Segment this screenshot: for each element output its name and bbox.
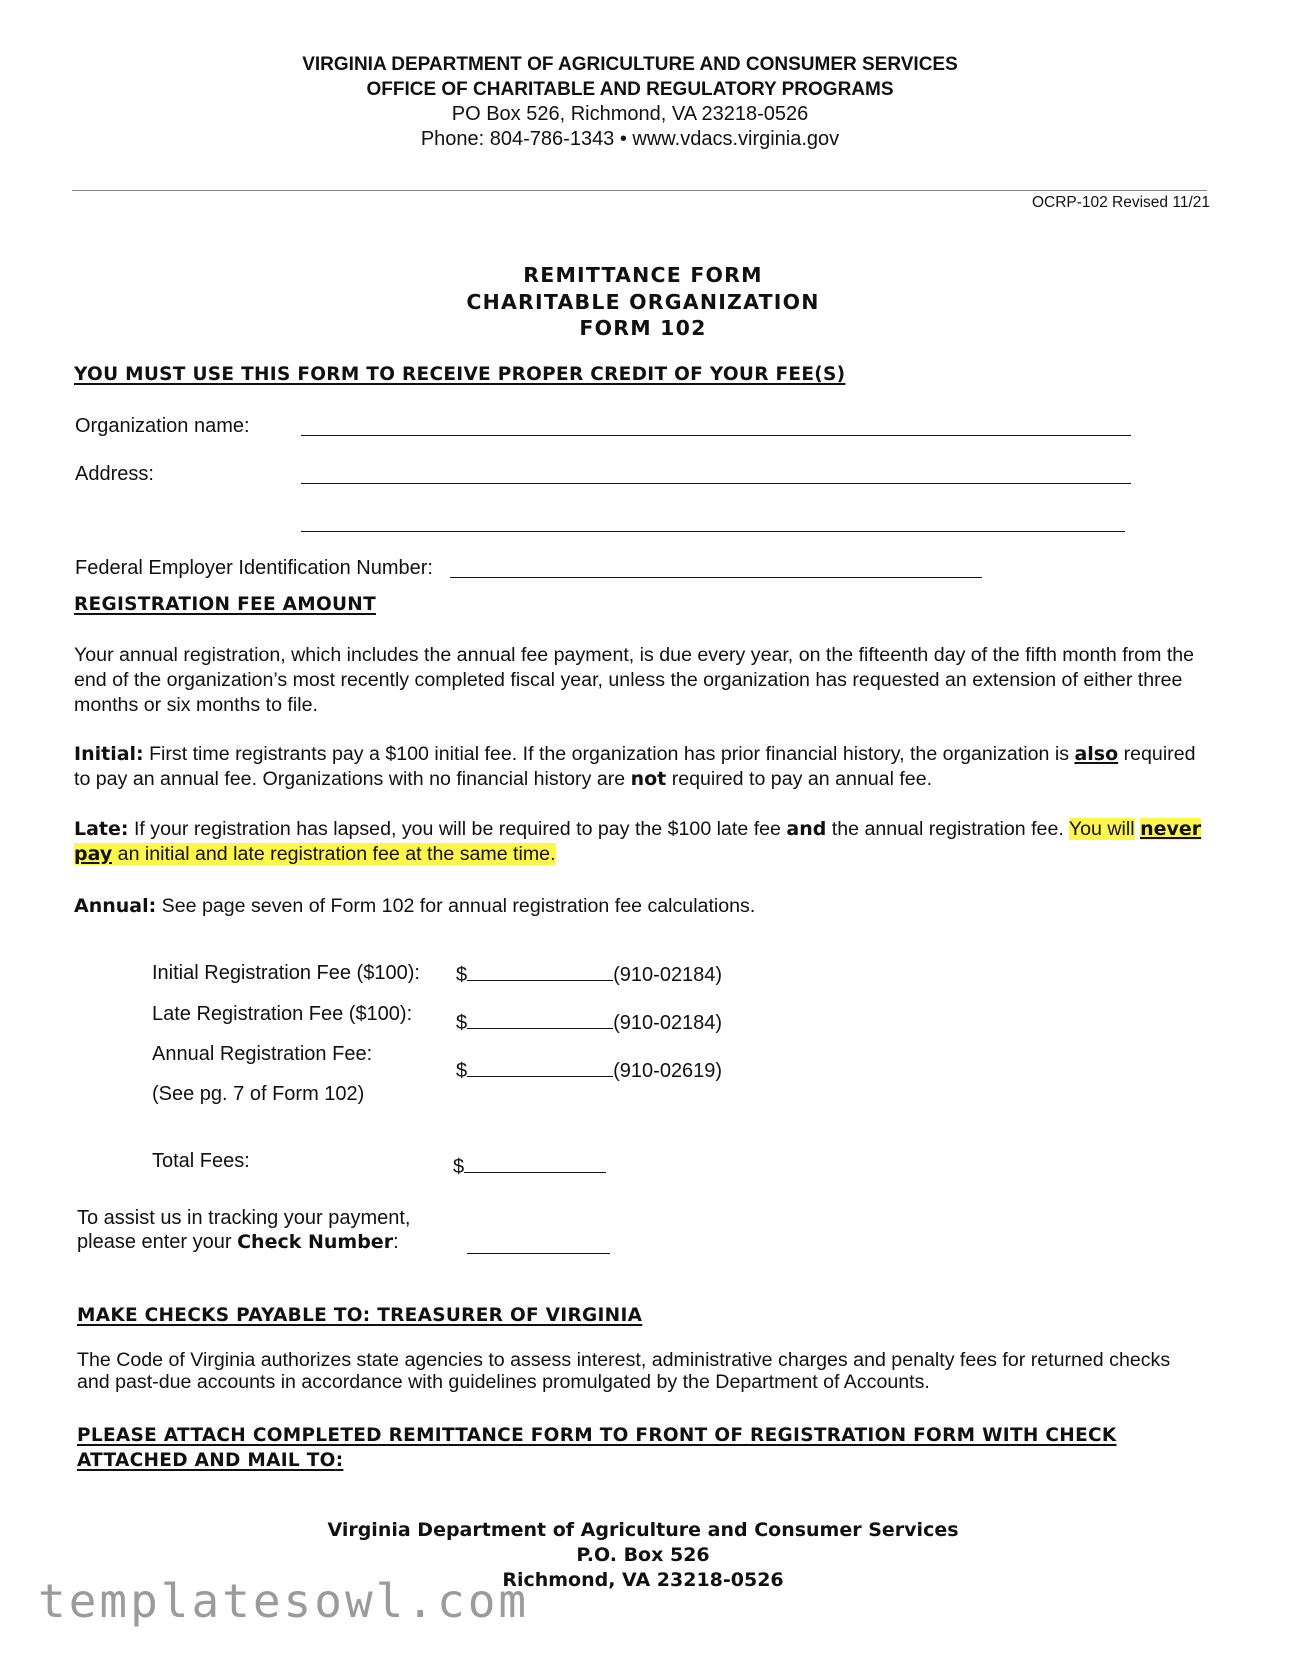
form-title-line2: CHARITABLE ORGANIZATION (466, 289, 820, 314)
annual-paragraph (74, 894, 1214, 919)
mailing-address-line1: Virginia Department of Agriculture and Consumer Services (327, 1519, 959, 1541)
header-rule (72, 190, 1207, 191)
initial-text-c: required to pay an annual fee. (666, 768, 933, 790)
check-number-field[interactable] (467, 1253, 610, 1254)
office-address: PO Box 526, Richmond, VA 23218-0526 (451, 103, 809, 125)
attach-line1: PLEASE ATTACH COMPLETED REMITTANCE FORM TO FRONT OF REGISTRATION FORM WITH CHECK (77, 1425, 1117, 1446)
registration-intro: Your annual registration, which includes the annual fee payment, is due every year, on the fifteenth day of the fifth month from the end of the organization’s most recently completed fiscal year, unless the organization has requested an extension of either three months or six months to file. (74, 644, 1195, 716)
attach-colon: : (335, 1450, 344, 1471)
annual-fee-note: (See pg. 7 of Form 102) (152, 1083, 365, 1105)
org-name-label: Organization name: (75, 415, 250, 437)
currency-symbol: $ (453, 1156, 465, 1178)
late-fee-entry[interactable] (456, 1010, 722, 1035)
late-text-b: the annual registration fee. (826, 818, 1069, 840)
initial-fee-entry[interactable] (456, 962, 722, 987)
late-and: and (786, 818, 827, 840)
total-fees-label: Total Fees: (152, 1150, 250, 1172)
currency-symbol: $ (456, 964, 468, 986)
late-fee-label: Late Registration Fee ($100): (152, 1003, 413, 1025)
notice-heading: YOU MUST USE THIS FORM TO RECEIVE PROPER CREDIT OF YOUR FEE(S) (74, 364, 846, 385)
late-highlight-b: an initial and late registration fee at the same time. (112, 843, 556, 865)
initial-not: not (630, 768, 667, 790)
annual-fee-field[interactable] (467, 1058, 613, 1077)
annual-text: See page seven of Form 102 for annual registration fee calculations. (156, 895, 756, 917)
registration-heading: REGISTRATION FEE AMOUNT (74, 594, 377, 615)
attach-line2-text: ATTACHED AND MAIL TO (77, 1450, 336, 1471)
currency-symbol: $ (456, 1060, 468, 1082)
check-number-label: Check Number (237, 1231, 394, 1253)
mailing-address-line3: Richmond, VA 23218-0526 (502, 1569, 784, 1591)
form-title-line3: FORM 102 (579, 316, 707, 340)
annual-fee-label: Annual Registration Fee: (152, 1043, 373, 1065)
initial-fee-field[interactable] (467, 962, 613, 981)
check-prompt-line1: To assist us in tracking your payment, (77, 1207, 411, 1229)
address-field-line1[interactable] (301, 483, 1131, 484)
attach-line2 (77, 1448, 1217, 1473)
initial-text-a: First time registrants pay a $100 initial fee. If the organization has prior financial history, the organization is (143, 743, 1075, 765)
address-field-line2[interactable] (301, 531, 1125, 532)
attach-instructions (77, 1423, 1217, 1473)
initial-text-b: required to pay an annual fee. Organizations with no financial history are (74, 743, 1196, 790)
address-label: Address: (75, 463, 154, 485)
initial-label: Initial: (74, 743, 144, 765)
annual-fee-code: (910-02619) (613, 1060, 723, 1082)
initial-paragraph (74, 742, 1214, 792)
form-title (0, 262, 1286, 342)
department-name: VIRGINIA DEPARTMENT OF AGRICULTURE AND CONSUMER SERVICES (302, 54, 958, 75)
watermark: templatesowl.com (38, 1574, 530, 1628)
office-contact: Phone: 804-786-1343 • www.vdacs.virginia.gov (420, 128, 840, 150)
fein-field[interactable] (450, 577, 982, 578)
check-number-prompt (77, 1206, 410, 1254)
late-fee-code: (910-02184) (613, 1012, 723, 1034)
check-prompt-text: please enter your (77, 1231, 238, 1253)
late-label: Late: (74, 818, 129, 840)
initial-fee-code: (910-02184) (613, 964, 723, 986)
check-prompt-line2 (77, 1230, 410, 1254)
initial-fee-label: Initial Registration Fee ($100): (152, 962, 420, 984)
late-text-a: If your registration has lapsed, you will be required to pay the $100 late fee (128, 818, 787, 840)
fein-label: Federal Employer Identification Number: (75, 557, 433, 579)
annual-fee-entry[interactable] (456, 1058, 722, 1083)
payable-text: The Code of Virginia authorizes state agencies to assess interest, administrative charges and penalty fees for returned checks and past-due accounts in accordance with guidelines promulgated by the Department of Accounts. (77, 1349, 1171, 1393)
check-prompt-colon: : (393, 1231, 399, 1253)
late-paragraph (74, 817, 1214, 867)
office-name: OFFICE OF CHARITABLE AND REGULATORY PROGRAMS (366, 79, 894, 100)
currency-symbol: $ (456, 1012, 468, 1034)
org-name-field[interactable] (301, 435, 1131, 436)
total-fees-entry[interactable] (453, 1154, 606, 1179)
late-never-pay: never pay (74, 818, 1202, 865)
total-fees-field[interactable] (464, 1154, 606, 1173)
late-highlight-a: You will (1068, 818, 1135, 840)
form-revision: OCRP-102 Revised 11/21 (1031, 194, 1210, 211)
mailing-address-line2: P.O. Box 526 (576, 1544, 710, 1566)
annual-label: Annual: (74, 895, 157, 917)
initial-also: also (1074, 743, 1119, 765)
late-fee-field[interactable] (467, 1010, 613, 1029)
payable-heading: MAKE CHECKS PAYABLE TO: TREASURER OF VIRGINIA (77, 1305, 643, 1326)
form-title-line1: REMITTANCE FORM (523, 263, 763, 287)
